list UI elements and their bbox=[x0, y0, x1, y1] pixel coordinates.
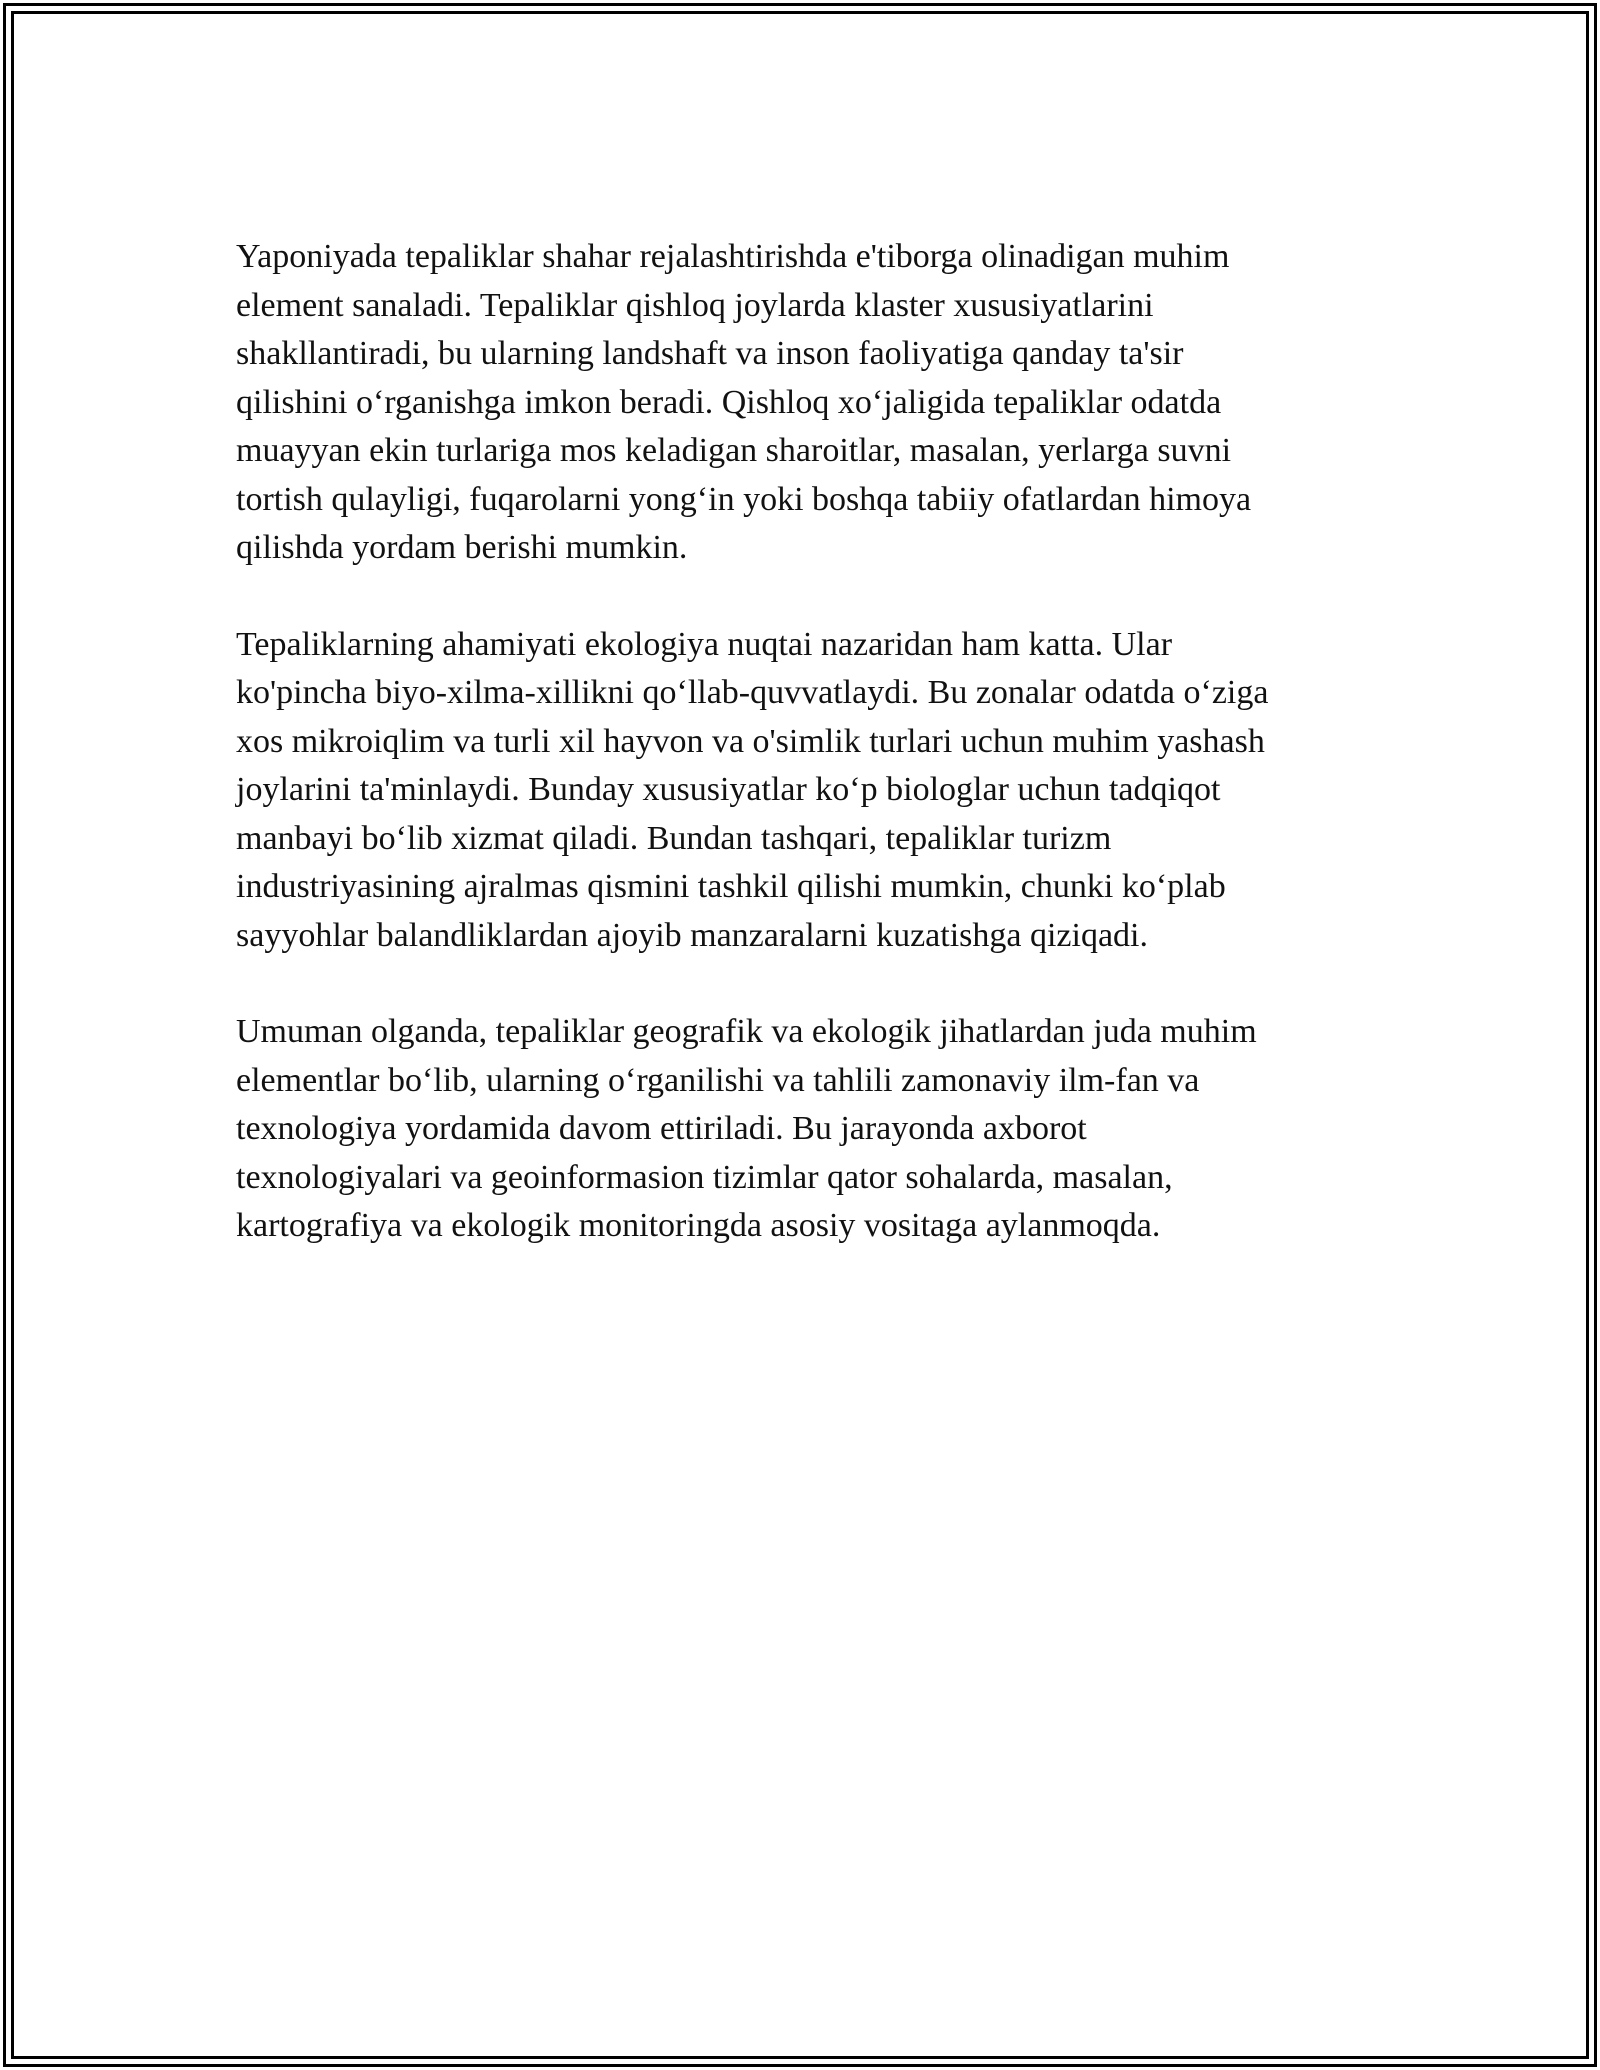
paragraph-3: Umuman olganda, tepaliklar geografik va ekologik jihatlardan juda muhim elementlar bo‘lib, ularning o‘rganilishi va tahlili zamonaviy ilm-fan va texnologiya yordamida davom ettiriladi. Bu jarayonda axborot texnologiyalari va geoinformasion tizimlar qator sohalarda, masalan, kartografiya va ekologik monitoringda asosiy vositaga aylanmoqda. bbox=[236, 1013, 1257, 1244]
paragraph-2: Tepaliklarning ahamiyati ekologiya nuqtai nazaridan ham katta. Ular ko'pincha biyo-xilma-xillikni qo‘llab-quvvatlaydi. Bu zonalar odatda o‘ziga xos mikroiqlim va turli xil hayvon va o'simlik turlari uchun muhim yashash joylarini ta'minlaydi. Bunday xususiyatlar ko‘p biologlar uchun tadqiqot manbayi bo‘lib xizmat qiladi. Bundan tashqari, tepaliklar turizm industriyasining ajralmas qismini tashkil qilishi mumkin, chunki ko‘plab sayyohlar balandliklardan ajoyib manzaralarni kuzatishga qiziqadi. bbox=[236, 625, 1269, 954]
document-body bbox=[236, 233, 1366, 1299]
paragraph-1: Yaponiyada tepaliklar shahar rejalashtirishda e'tiborga olinadigan muhim element sanaladi. Tepaliklar qishloq joylarda klaster xususiyatlarini shakllantiradi, bu ularning landshaft va inson faoliyatiga qanday ta'sir qilishini o‘rganishga imkon beradi. Qishloq xo‘jaligida tepaliklar odatda muayyan ekin turlariga mos keladigan sharoitlar, masalan, yerlarga suvni tortish qulayligi, fuqarolarni yong‘in yoki boshqa tabiiy ofatlardan himoya qilishda yordam berishi mumkin. bbox=[236, 238, 1252, 566]
